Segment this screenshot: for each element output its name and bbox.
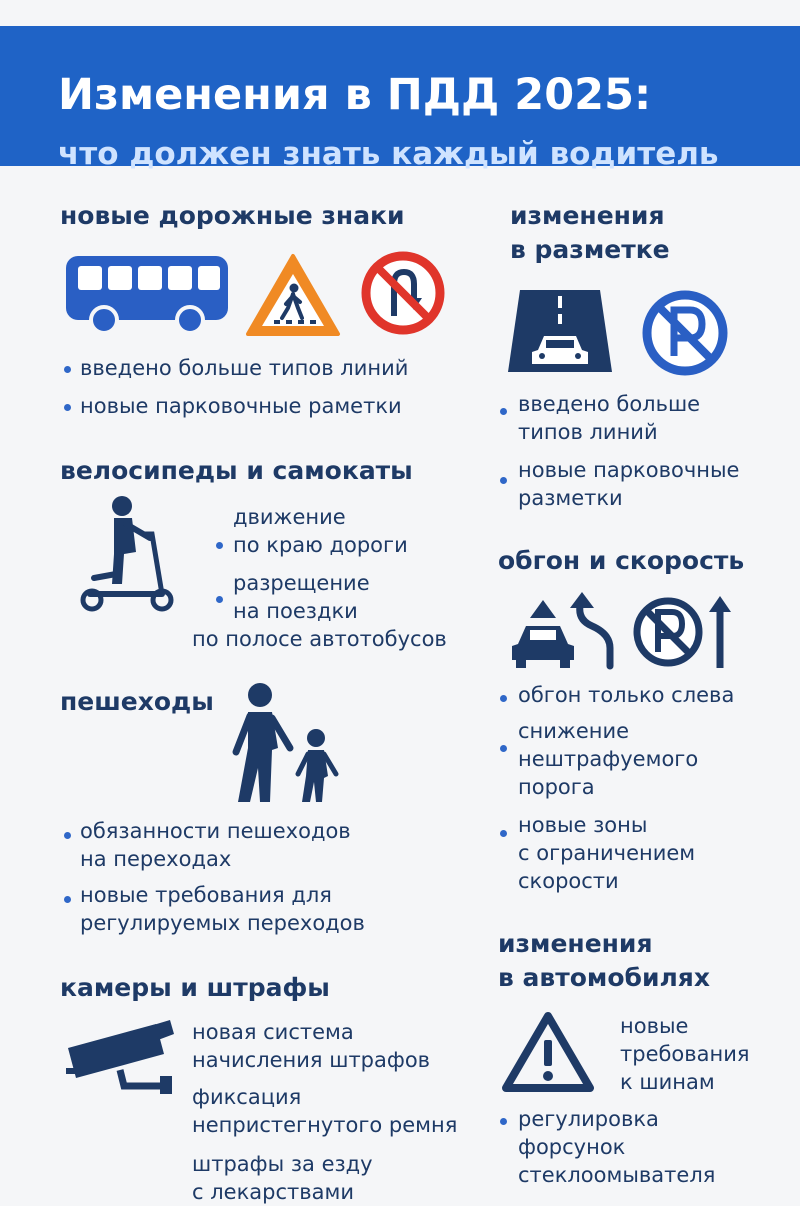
list-item: штрафы за езду (192, 1152, 373, 1176)
list-item: по краю дороги (233, 533, 408, 557)
list-item: порога (518, 775, 595, 799)
list-item: нештрафуемого (518, 747, 699, 771)
list-item: типов линий (518, 420, 658, 444)
list-item: с лекарствами (192, 1180, 354, 1204)
bullet (216, 596, 223, 603)
pedestrian-crossing-warning-icon (244, 252, 342, 338)
list-item: новые парковочные (518, 458, 740, 482)
list-item: регулируемых переходов (80, 911, 365, 935)
scooter-rider-icon (76, 494, 180, 614)
list-item: регулировка (518, 1107, 659, 1131)
list-item: стеклоомывателя (518, 1163, 716, 1187)
list-item: форсунок (518, 1135, 626, 1159)
bullet (500, 1118, 507, 1125)
list-item: обязанности пешеходов (80, 819, 351, 843)
section-title-cars-line2: в автомобилях (498, 963, 710, 992)
bullet (500, 408, 507, 415)
section-title-pedestrians: пешеходы (60, 687, 214, 716)
section-title-cars-line1: изменения (498, 929, 653, 958)
list-item: разметки (518, 486, 623, 510)
section-title-cameras: камеры и штрафы (60, 973, 330, 1002)
warning-triangle-icon (500, 1010, 596, 1094)
bullet (64, 404, 71, 411)
header-banner (0, 26, 800, 172)
list-item: новые (620, 1014, 689, 1038)
bullet (64, 366, 71, 373)
road-with-car-icon (508, 290, 612, 372)
list-item: начисления штрафов (192, 1048, 431, 1072)
list-item: фиксация (192, 1085, 302, 1109)
adult-and-child-icon (228, 682, 344, 804)
car-with-arrow-icon (510, 598, 576, 668)
list-item: новая система (192, 1020, 354, 1044)
list-item: скорости (518, 869, 619, 893)
list-item: введено больше (518, 392, 701, 416)
bullet (64, 832, 71, 839)
bullet (500, 477, 507, 484)
bullet (500, 745, 507, 752)
traffic-camera-icon (64, 1018, 176, 1094)
list-item: непристегнутого ремня (192, 1113, 458, 1137)
list-item: новые зоны (518, 813, 648, 837)
section-title-bikes: велосипеды и самокаты (60, 456, 413, 485)
page-title: Изменения в ПДД 2025: (58, 70, 652, 120)
list-item: введено больше типов линий (80, 356, 409, 380)
list-item: на переходах (80, 847, 232, 871)
bus-icon (64, 252, 232, 334)
list-item: снижение (518, 719, 630, 743)
list-item: к шинам (620, 1070, 715, 1094)
list-item: движение (233, 505, 346, 529)
no-parking-icon (640, 288, 730, 378)
list-item: разрещение (233, 571, 370, 595)
section-title-markings-line2: в разметке (510, 235, 670, 264)
section-title-overtake: обгон и скорость (498, 546, 745, 575)
list-item: с ограничением (518, 841, 696, 865)
bullet (500, 830, 507, 837)
bullet (216, 542, 223, 549)
section-title-signs: новые дорожные знаки (60, 201, 405, 230)
no-parking-arrow-icon (632, 594, 742, 670)
page-subtitle: что должен знать каждый водитель (58, 136, 719, 172)
list-item: новые требования для (80, 883, 332, 907)
list-item: новые парковочные раметки (80, 394, 402, 418)
list-item: требования (620, 1042, 750, 1066)
list-item: по полосе автотобусов (192, 627, 447, 651)
no-u-turn-icon (360, 250, 446, 336)
list-item: на поездки (233, 599, 358, 623)
bullet (64, 896, 71, 903)
bullet (500, 695, 507, 702)
curved-arrow-icon (568, 590, 626, 670)
section-title-markings-line1: изменения (510, 201, 665, 230)
list-item: обгон только слева (518, 683, 735, 707)
